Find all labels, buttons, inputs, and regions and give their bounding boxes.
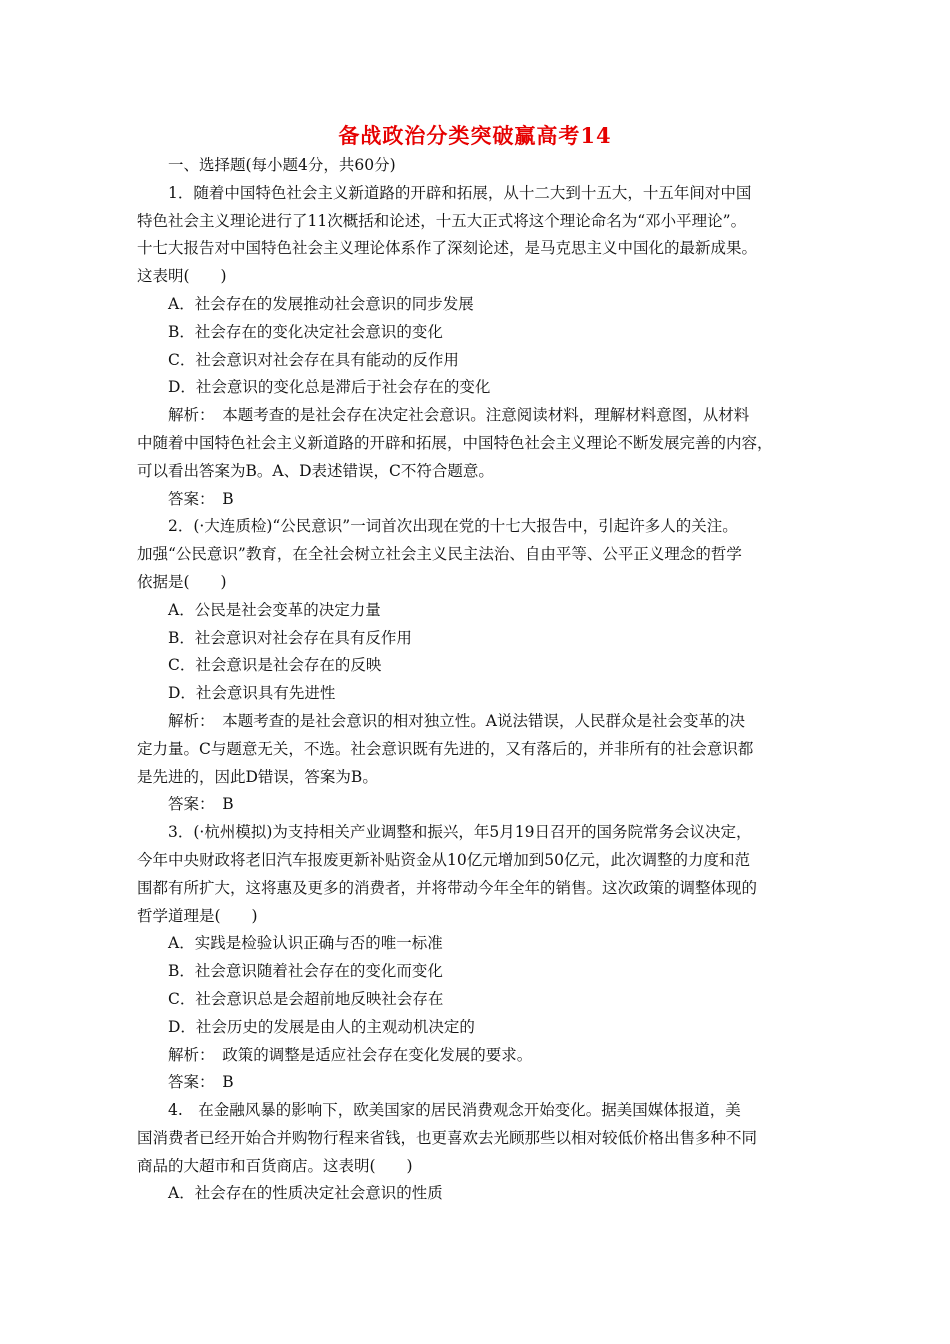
text-line: 1．随着中国特色社会主义新道路的开辟和拓展，从十二大到十五大，十五年间对中国: [168, 183, 752, 202]
text-line: 加强“公民意识”教育，在全社会树立社会主义民主法治、自由平等、公平正义理念的哲学: [137, 545, 742, 564]
text-line: 可以看出答案为B。A、D表述错误，C不符合题意。: [137, 461, 494, 480]
text-line: 一、选择题(每小题4分，共60分): [168, 156, 396, 174]
text-line: 解析： 本题考查的是社会意识的相对独立性。A说法错误，人民群众是社会变革的决: [168, 711, 745, 730]
text-line: 商品的大超市和百货商店。这表明( ): [137, 1156, 413, 1175]
text-line: B．社会意识随着社会存在的变化而变化: [168, 962, 443, 981]
text-line: 十七大报告对中国特色社会主义理论体系作了深刻论述，是马克思主义中国化的最新成果。: [137, 239, 758, 258]
text-line: 2．(·大连质检)“公民意识”一词首次出现在党的十七大报告中，引起许多人的关注。: [168, 517, 738, 536]
text-line: 国消费者已经开始合并购物行程来省钱，也更喜欢去光顾那些以相对较低价格出售多种不同: [137, 1128, 758, 1147]
text-line: 答案： B: [168, 1073, 234, 1092]
text-line: C．社会意识是社会存在的反映: [168, 656, 382, 675]
text-line: 围都有所扩大，这将惠及更多的消费者，并将带动今年全年的销售。这次政策的调整体现的: [137, 878, 758, 897]
text-line: 今年中央财政将老旧汽车报废更新补贴资金从10亿元增加到50亿元，此次调整的力度和范: [137, 850, 750, 869]
text-line: 这表明( ): [137, 267, 227, 286]
text-line: 答案： B: [168, 489, 234, 508]
text-line: C．社会意识总是会超前地反映社会存在: [168, 989, 444, 1008]
document-title: 备战政治分类突破赢高考14: [338, 123, 612, 148]
text-line: C．社会意识对社会存在具有能动的反作用: [168, 350, 459, 369]
document-body: [137, 152, 817, 1208]
text-line: 解析： 政策的调整是适应社会存在变化发展的要求。: [168, 1045, 533, 1064]
text-line: 定力量。C与题意无关，不选。社会意识既有先进的，又有落后的，并非所有的社会意识都: [137, 739, 754, 758]
text-line: D．社会意识具有先进性: [168, 684, 336, 703]
text-line: A．社会存在的性质决定社会意识的性质: [168, 1184, 443, 1203]
text-line: 是先进的，因此D错误，答案为B。: [137, 767, 378, 786]
text-line: 特色社会主义理论进行了11次概括和论述，十五大正式将这个理论命名为“邓小平理论”。: [137, 211, 747, 230]
text-line: D．社会历史的发展是由人的主观动机决定的: [168, 1017, 475, 1036]
text-line: A．实践是检验认识正确与否的唯一标准: [168, 934, 443, 953]
text-line: 3．(·杭州模拟)为支持相关产业调整和振兴，年5月19日召开的国务院常务会议决定，: [168, 823, 752, 842]
text-line: 4. 在金融风暴的影响下，欧美国家的居民消费观念开始变化。据美国媒体报道，美: [168, 1101, 741, 1120]
text-line: D．社会意识的变化总是滞后于社会存在的变化: [168, 378, 491, 397]
text-line: 答案： B: [168, 795, 234, 814]
text-line: A．公民是社会变革的决定力量: [168, 600, 381, 619]
text-line: 中随着中国特色社会主义新道路的开辟和拓展，中国特色社会主义理论不断发展完善的内容，: [137, 433, 773, 452]
text-line: 依据是( ): [137, 572, 227, 591]
text-line: B．社会意识对社会存在具有反作用: [168, 628, 412, 647]
text-line: 哲学道理是( ): [137, 906, 258, 925]
text-line: A．社会存在的发展推动社会意识的同步发展: [168, 294, 474, 313]
text-line: 解析： 本题考查的是社会存在决定社会意识。注意阅读材料，理解材料意图，从材料: [168, 406, 750, 425]
text-line: B．社会存在的变化决定社会意识的变化: [168, 322, 443, 341]
